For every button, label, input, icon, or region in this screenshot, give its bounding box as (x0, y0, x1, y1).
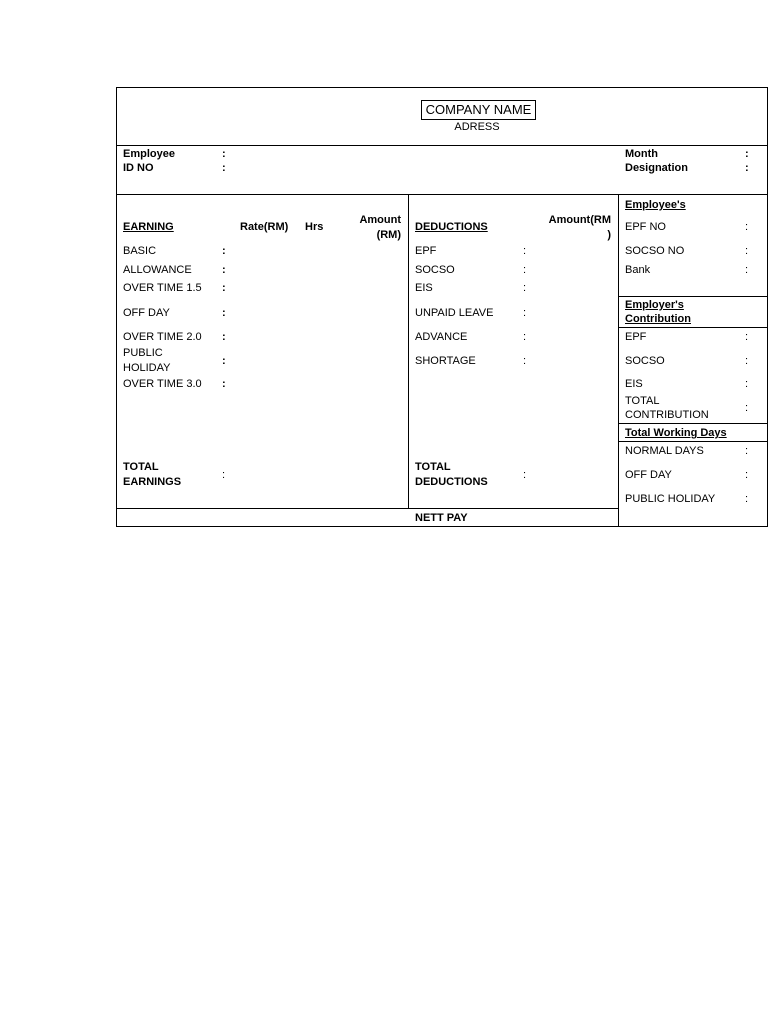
employer-epf-colon: : (745, 331, 749, 343)
deduction-eis: EIS (415, 282, 433, 294)
deduction-epf-colon: : (523, 245, 527, 257)
deduction-socso-colon: : (523, 264, 527, 276)
deduction-eis-colon: : (523, 282, 527, 294)
total-deductions-2: DEDUCTIONS (415, 476, 488, 488)
earning-off-day-colon: : (222, 307, 226, 319)
total-earnings-1: TOTAL (123, 461, 159, 473)
earning-allowance-colon: : (222, 264, 226, 276)
employer-heading-bottom (618, 327, 768, 328)
earning-allowance: ALLOWANCE (123, 264, 192, 276)
employee-socso-no-colon: : (745, 245, 749, 257)
id-colon: : (222, 162, 226, 174)
deduction-shortage-colon: : (523, 355, 527, 367)
employee-epf-no-colon: : (745, 221, 749, 233)
total-earnings-2: EARNINGS (123, 476, 182, 488)
employee-colon: : (222, 148, 226, 160)
employer-eis: EIS (625, 378, 643, 390)
company-name: COMPANY NAME (425, 102, 532, 117)
nett-pay-top-line (116, 508, 618, 509)
deduct-amount-header-1: Amount(RM (548, 214, 611, 226)
outer-bottom-border (116, 526, 618, 527)
working-days-off-day: OFF DAY (625, 469, 672, 481)
rate-header: Rate(RM) (240, 221, 289, 233)
deductions-heading: DEDUCTIONS (415, 221, 488, 233)
designation-label: Designation (625, 162, 688, 174)
total-contribution-1: TOTAL (625, 395, 660, 407)
hrs-header: Hrs (305, 221, 324, 233)
outer-top-border (116, 87, 768, 88)
employer-heading-1: Employer's (625, 299, 684, 311)
deduction-advance-colon: : (523, 331, 527, 343)
deduct-amount-header-2: ) (607, 229, 611, 241)
earning-off-day: OFF DAY (123, 307, 170, 319)
total-earnings-colon: : (222, 469, 226, 481)
info-divider (116, 194, 768, 195)
designation-colon: : (745, 162, 749, 174)
earning-overtime-20-colon: : (222, 331, 226, 343)
earn-deduct-divider (408, 194, 409, 508)
id-label: ID NO (123, 162, 154, 174)
employee-bank: Bank (625, 264, 651, 276)
deduction-advance: ADVANCE (415, 331, 468, 343)
total-deductions-colon: : (523, 469, 527, 481)
total-contribution-2: CONTRIBUTION (625, 409, 709, 421)
working-days-heading-bottom (618, 441, 768, 442)
earn-amount-header-2: (RM) (376, 229, 401, 241)
nett-pay-label: NETT PAY (415, 512, 468, 524)
deduction-unpaid-leave: UNPAID LEAVE (415, 307, 494, 319)
working-days-normal: NORMAL DAYS (625, 445, 704, 457)
working-days-public-holiday: PUBLIC HOLIDAY (625, 493, 716, 505)
employee-label: Employee (123, 148, 175, 160)
employer-socso: SOCSO (625, 355, 665, 367)
total-deductions-1: TOTAL (415, 461, 451, 473)
working-days-top (618, 423, 768, 424)
earning-overtime-20: OVER TIME 2.0 (123, 331, 202, 343)
working-days-normal-colon: : (745, 445, 749, 457)
earning-public-holiday-1: PUBLIC (123, 347, 163, 359)
employee-section-bottom (618, 296, 768, 297)
earn-amount-header-1: Amount (359, 214, 401, 226)
deduction-unpaid-leave-colon: : (523, 307, 527, 319)
employee-bank-colon: : (745, 264, 749, 276)
right-panel-divider (618, 194, 619, 527)
deduction-epf: EPF (415, 245, 437, 257)
right-panel-bottom (618, 526, 768, 527)
earning-overtime-15: OVER TIME 1.5 (123, 282, 202, 294)
employer-epf: EPF (625, 331, 647, 343)
outer-left-border (116, 87, 117, 527)
total-contribution-colon: : (745, 402, 749, 414)
earning-overtime-30: OVER TIME 3.0 (123, 378, 202, 390)
earning-basic-colon: : (222, 245, 226, 257)
deduction-socso: SOCSO (415, 264, 455, 276)
employee-section-heading: Employee's (625, 199, 686, 211)
earning-public-holiday-colon: : (222, 355, 226, 367)
earning-overtime-30-colon: : (222, 378, 226, 390)
company-name-box (421, 100, 536, 120)
deduction-shortage: SHORTAGE (415, 355, 476, 367)
month-colon: : (745, 148, 749, 160)
earning-public-holiday-2: HOLIDAY (123, 362, 171, 374)
employer-eis-colon: : (745, 378, 749, 390)
employee-socso-no: SOCSO NO (625, 245, 685, 257)
employee-epf-no: EPF NO (625, 221, 666, 233)
earning-overtime-15-colon: : (222, 282, 226, 294)
company-address: ADRESS (454, 121, 500, 133)
employer-heading-2: Contribution (625, 313, 691, 325)
working-days-public-holiday-colon: : (745, 493, 749, 505)
employer-socso-colon: : (745, 355, 749, 367)
header-divider (116, 145, 768, 146)
earning-heading: EARNING (123, 221, 174, 233)
working-days-heading: Total Working Days (625, 427, 727, 439)
month-label: Month (625, 148, 658, 160)
earning-basic: BASIC (123, 245, 157, 257)
working-days-off-day-colon: : (745, 469, 749, 481)
